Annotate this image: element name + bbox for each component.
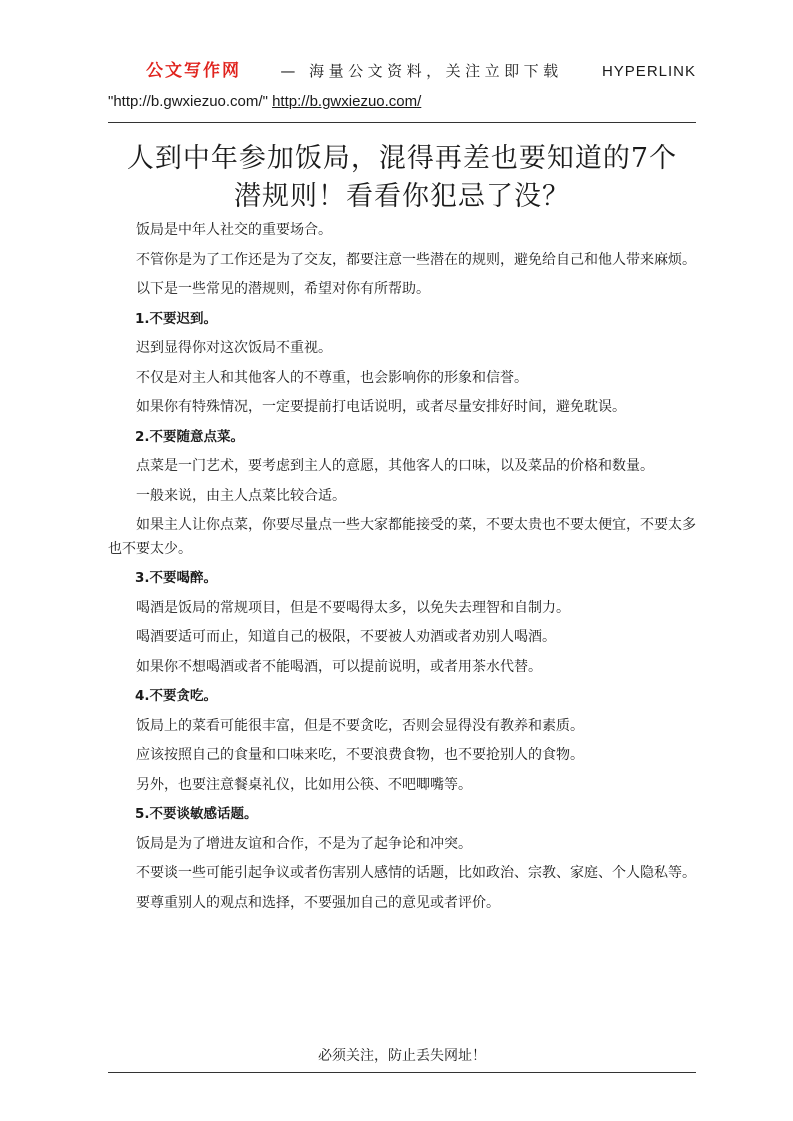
paragraph: 如果你不想喝酒或者不能喝酒，可以提前说明，或者用茶水代替。	[136, 658, 542, 675]
paragraph: 不仅是对主人和其他客人的不尊重，也会影响你的形象和信誉。	[136, 369, 528, 386]
paragraph: 不要谈一些可能引起争议或者伤害别人感情的话题，比如政治、宗教、家庭、个人隐私等。	[136, 865, 696, 881]
header-link-line	[108, 91, 696, 113]
header-line	[108, 60, 696, 83]
header-divider	[108, 122, 696, 123]
page-footer: 必须关注，防止丢失网址！	[318, 1048, 486, 1064]
website-link[interactable]: http://b.gwxiezuo.com/	[272, 93, 422, 110]
title-line-1: 人到中年参加饭局，混得再差也要知道的7个	[126, 143, 678, 174]
section-heading: 3.不要喝醉。	[135, 570, 218, 586]
section-heading: 2.不要随意点菜。	[135, 428, 245, 445]
paragraph: 点菜是一门艺术，要考虑到主人的意愿，其他客人的口味，以及菜品的价格和数量。	[136, 458, 654, 474]
paragraph: 迟到显得你对这次饭局不重视。	[136, 340, 332, 356]
footer-divider	[108, 1072, 696, 1073]
paragraph: 以下是一些常见的潜规则，希望对你有所帮助。	[136, 281, 430, 297]
title-line-2: 潜规则！看看你犯忌了没？	[234, 181, 570, 212]
paragraph: 另外，也要注意餐桌礼仪，比如用公筷、不吧唧嘴等。	[136, 776, 472, 793]
paragraph: 如果你有特殊情况，一定要提前打电话说明，或者尽量安排好时间，避免耽误。	[136, 399, 626, 415]
article-body	[108, 219, 696, 921]
hyperlink-label: HYPERLINK	[601, 63, 696, 80]
paragraph: 不管你是为了工作还是为了交友，都要注意一些潜在的规则，避免给自己和他人带来麻烦。	[136, 251, 696, 268]
paragraph: 要尊重别人的观点和选择，不要强加自己的意见或者评价。	[136, 894, 500, 911]
paragraph: 应该按照自己的食量和口味来吃，不要浪费食物，也不要抢别人的食物。	[136, 747, 584, 763]
section-heading: 4.不要贪吃。	[135, 688, 218, 704]
paragraph: 饭局是为了增进友谊和合作，不是为了起争论和冲突。	[136, 835, 472, 852]
paragraph: 如果主人让你点菜，你要尽量点一些大家都能接受的菜，不要太贵也不要太便宜，不要太多也不要太少。	[108, 517, 696, 557]
article-title	[108, 140, 696, 216]
paragraph: 饭局是中年人社交的重要场合。	[136, 222, 332, 238]
paragraph: 饭局上的菜看可能很丰富，但是不要贪吃，否则会显得没有教养和素质。	[136, 717, 584, 734]
link-field-code: "http://b.gwxiezuo.com/"	[108, 93, 268, 110]
paragraph: 一般来说，由主人点菜比较合适。	[136, 487, 346, 504]
section-heading: 5.不要谈敏感话题。	[135, 806, 258, 822]
paragraph: 喝酒要适可而止，知道自己的极限，不要被人劝酒或者劝别人喝酒。	[136, 629, 556, 645]
brand-name: 公文写作网	[146, 61, 241, 81]
paragraph: 喝酒是饭局的常规项目，但是不要喝得太多，以免失去理智和自制力。	[136, 599, 570, 616]
header-tagline: — 海量公文资料，关注立即下载	[280, 62, 563, 80]
section-heading: 1.不要迟到。	[135, 310, 218, 327]
page-header	[108, 60, 696, 113]
